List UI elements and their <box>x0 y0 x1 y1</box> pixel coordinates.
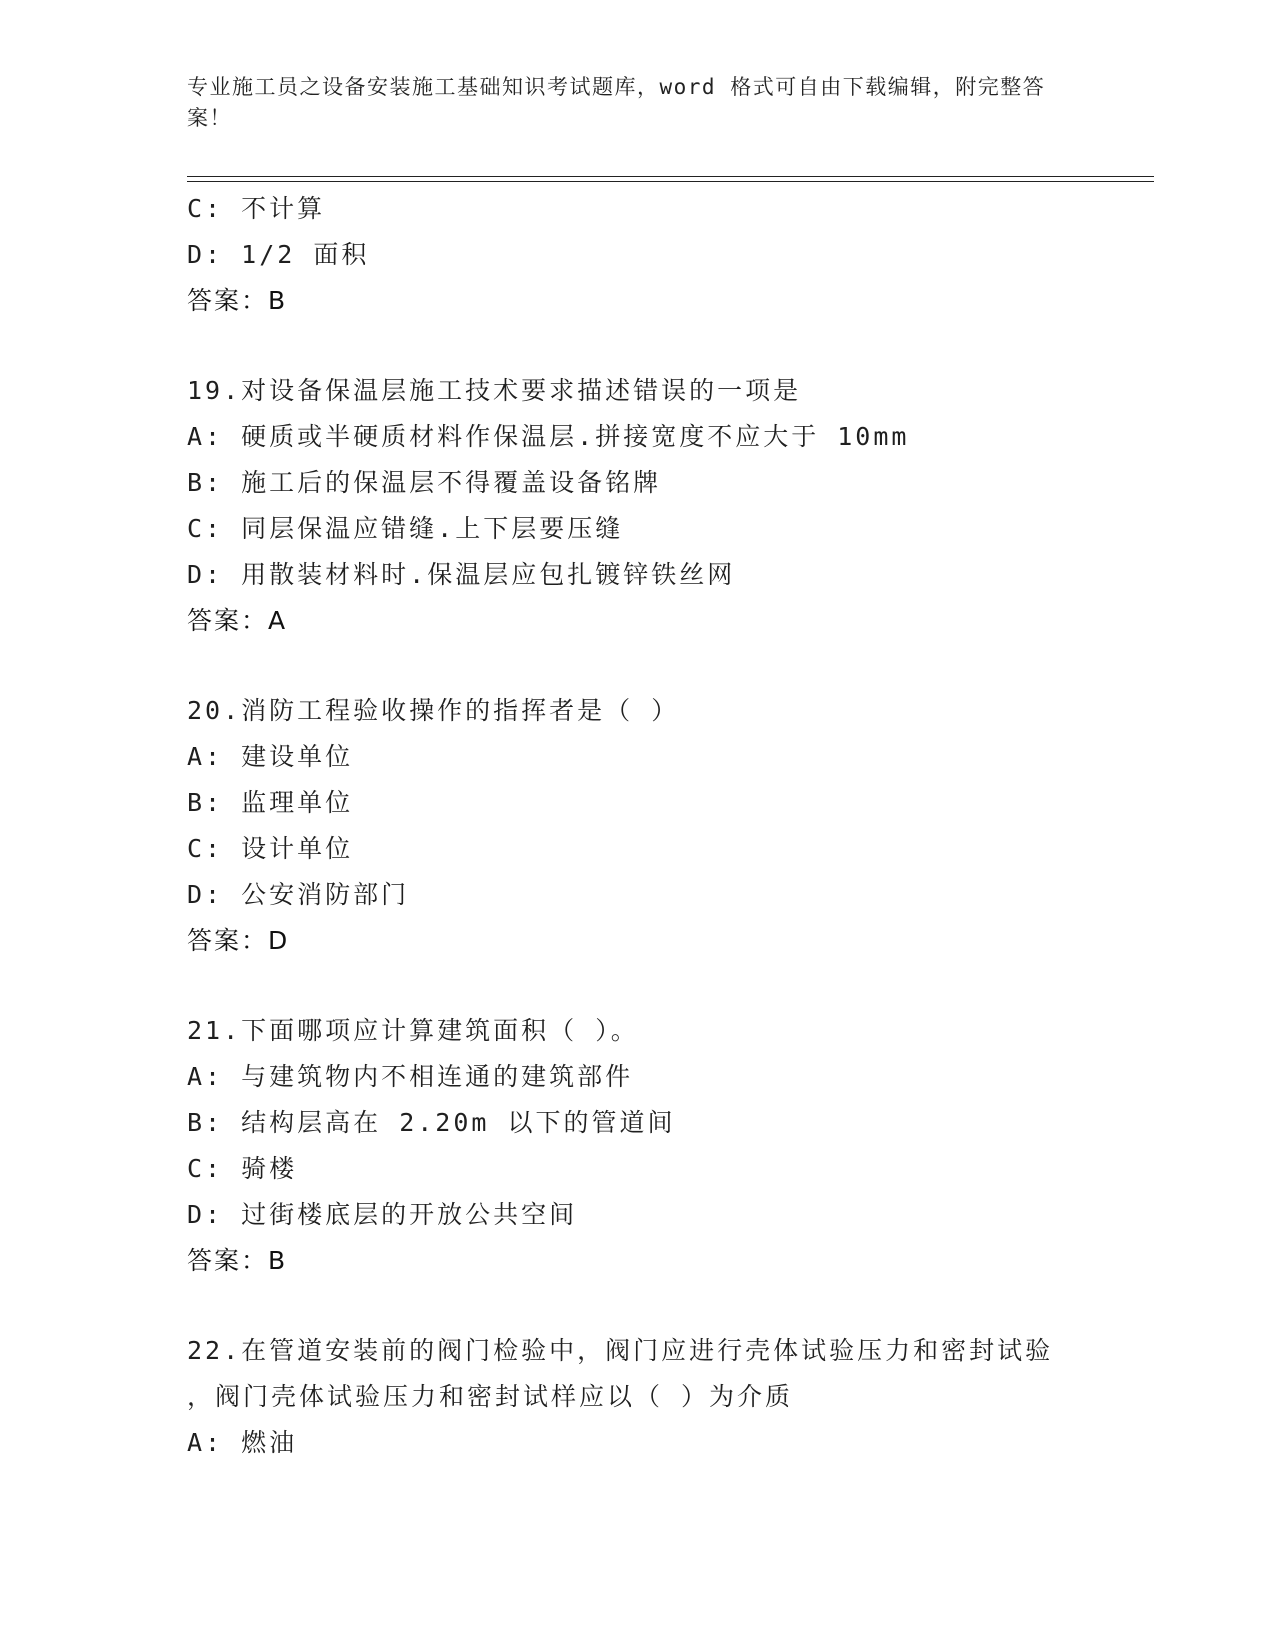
q22-question-line-1: 22.在管道安装前的阀门检验中，阀门应进行壳体试验压力和密封试验 <box>187 1336 1054 1365</box>
q20-question: 20.消防工程验收操作的指挥者是（ ） <box>187 696 680 725</box>
q20-option-c: C: 设计单位 <box>187 834 354 863</box>
q22-question-line-2: ，阀门壳体试验压力和密封试样应以（ ）为介质 <box>187 1382 794 1411</box>
q20-option-b: B: 监理单位 <box>187 788 354 817</box>
q18-option-d: D: 1/2 面积 <box>187 240 370 269</box>
spacer <box>187 1284 1147 1328</box>
header-divider-top <box>187 176 1154 177</box>
question-content <box>187 186 1147 1466</box>
q19-question: 19.对设备保温层施工技术要求描述错误的一项是 <box>187 376 802 405</box>
spacer <box>187 964 1147 1008</box>
q18-option-c: C: 不计算 <box>187 194 326 223</box>
q19-option-d: D: 用散装材料时.保温层应包扎镀锌铁丝网 <box>187 560 736 589</box>
q19-answer: 答案：A <box>187 606 288 635</box>
q20-option-a: A: 建设单位 <box>187 742 354 771</box>
q21-option-b: B: 结构层高在 2.20m 以下的管道间 <box>187 1108 676 1137</box>
q22-option-a: A: 燃油 <box>187 1428 298 1457</box>
q18-answer: 答案：B <box>187 286 288 315</box>
q19-option-a: A: 硬质或半硬质材料作保温层.拼接宽度不应大于 10mm <box>187 422 910 451</box>
q20-answer: 答案：D <box>187 926 290 955</box>
header-divider-bottom <box>187 181 1154 182</box>
q21-option-c: C: 骑楼 <box>187 1154 298 1183</box>
document-header: 专业施工员之设备安装施工基础知识考试题库，word 格式可自由下载编辑，附完整答案！ <box>187 75 1046 130</box>
q19-option-c: C: 同层保温应错缝.上下层要压缝 <box>187 514 624 543</box>
q21-option-a: A: 与建筑物内不相连通的建筑部件 <box>187 1062 634 1091</box>
q21-answer: 答案：B <box>187 1246 288 1275</box>
q20-option-d: D: 公安消防部门 <box>187 880 410 909</box>
spacer <box>187 644 1147 688</box>
q21-question: 21.下面哪项应计算建筑面积（ ）。 <box>187 1016 639 1045</box>
spacer <box>187 324 1147 368</box>
q21-option-d: D: 过街楼底层的开放公共空间 <box>187 1200 578 1229</box>
q19-option-b: B: 施工后的保温层不得覆盖设备铭牌 <box>187 468 662 497</box>
